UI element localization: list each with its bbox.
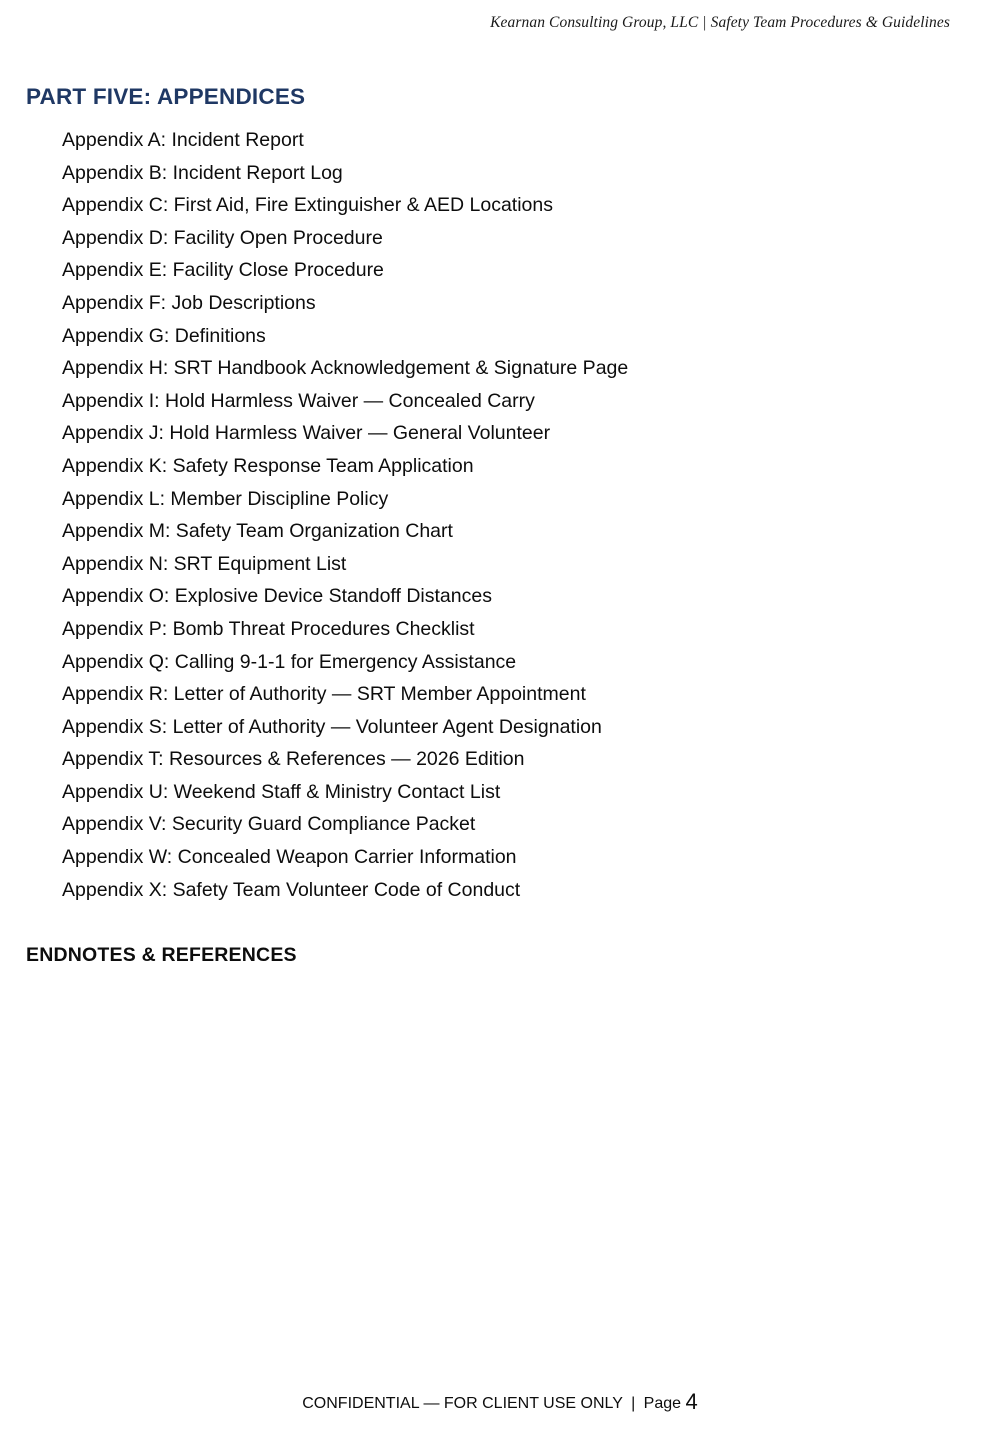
- page-label: Page: [643, 1395, 682, 1412]
- list-item: Appendix L: Member Discipline Policy: [62, 487, 389, 510]
- list-item: Appendix B: Incident Report Log: [62, 161, 343, 184]
- list-item: Appendix R: Letter of Authority — SRT Member Appointment: [62, 683, 586, 706]
- list-item: Appendix E: Facility Close Procedure: [62, 259, 384, 282]
- list-item: Appendix M: Safety Team Organization Chart: [62, 520, 453, 543]
- list-item: Appendix Q: Calling 9-1-1 for Emergency Assistance: [62, 650, 517, 673]
- page-title: PART FIVE: APPENDICES: [26, 84, 306, 109]
- page-number: 4: [685, 1389, 698, 1414]
- list-item: Appendix W: Concealed Weapon Carrier Information: [62, 846, 517, 869]
- list-item: Appendix C: First Aid, Fire Extinguisher & AED Locations: [62, 194, 553, 217]
- list-item: Appendix A: Incident Report: [62, 129, 304, 151]
- list-item: Appendix O: Explosive Device Standoff Distances: [62, 585, 492, 608]
- page-header: Kearnan Consulting Group, LLC | Safety Team Procedures & Guidelines: [490, 14, 950, 31]
- page-footer: [0, 1389, 1000, 1415]
- list-item: Appendix X: Safety Team Volunteer Code of Conduct: [62, 878, 521, 901]
- list-item: Appendix J: Hold Harmless Waiver — General Volunteer: [62, 422, 551, 445]
- list-item: Appendix N: SRT Equipment List: [62, 552, 347, 575]
- list-item: Appendix V: Security Guard Compliance Packet: [62, 813, 476, 836]
- list-item: Appendix U: Weekend Staff & Ministry Contact List: [62, 780, 501, 803]
- list-item: Appendix D: Facility Open Procedure: [62, 226, 383, 249]
- endnotes-heading: ENDNOTES & REFERENCES: [26, 944, 297, 966]
- list-item: Appendix I: Hold Harmless Waiver — Concealed Carry: [62, 389, 535, 412]
- list-item: Appendix G: Definitions: [62, 324, 266, 347]
- footer-separator: |: [631, 1395, 636, 1412]
- list-item: Appendix S: Letter of Authority — Volunteer Agent Designation: [62, 715, 602, 738]
- list-item: Appendix K: Safety Response Team Application: [62, 454, 474, 477]
- list-item: Appendix F: Job Descriptions: [62, 291, 316, 314]
- appendix-list: [62, 124, 942, 906]
- list-item: Appendix P: Bomb Threat Procedures Checklist: [62, 617, 475, 640]
- list-item: Appendix T: Resources & References — 2026 Edition: [62, 748, 525, 771]
- list-item: Appendix H: SRT Handbook Acknowledgement & Signature Page: [62, 357, 629, 380]
- confidential-notice: CONFIDENTIAL — FOR CLIENT USE ONLY: [302, 1395, 623, 1412]
